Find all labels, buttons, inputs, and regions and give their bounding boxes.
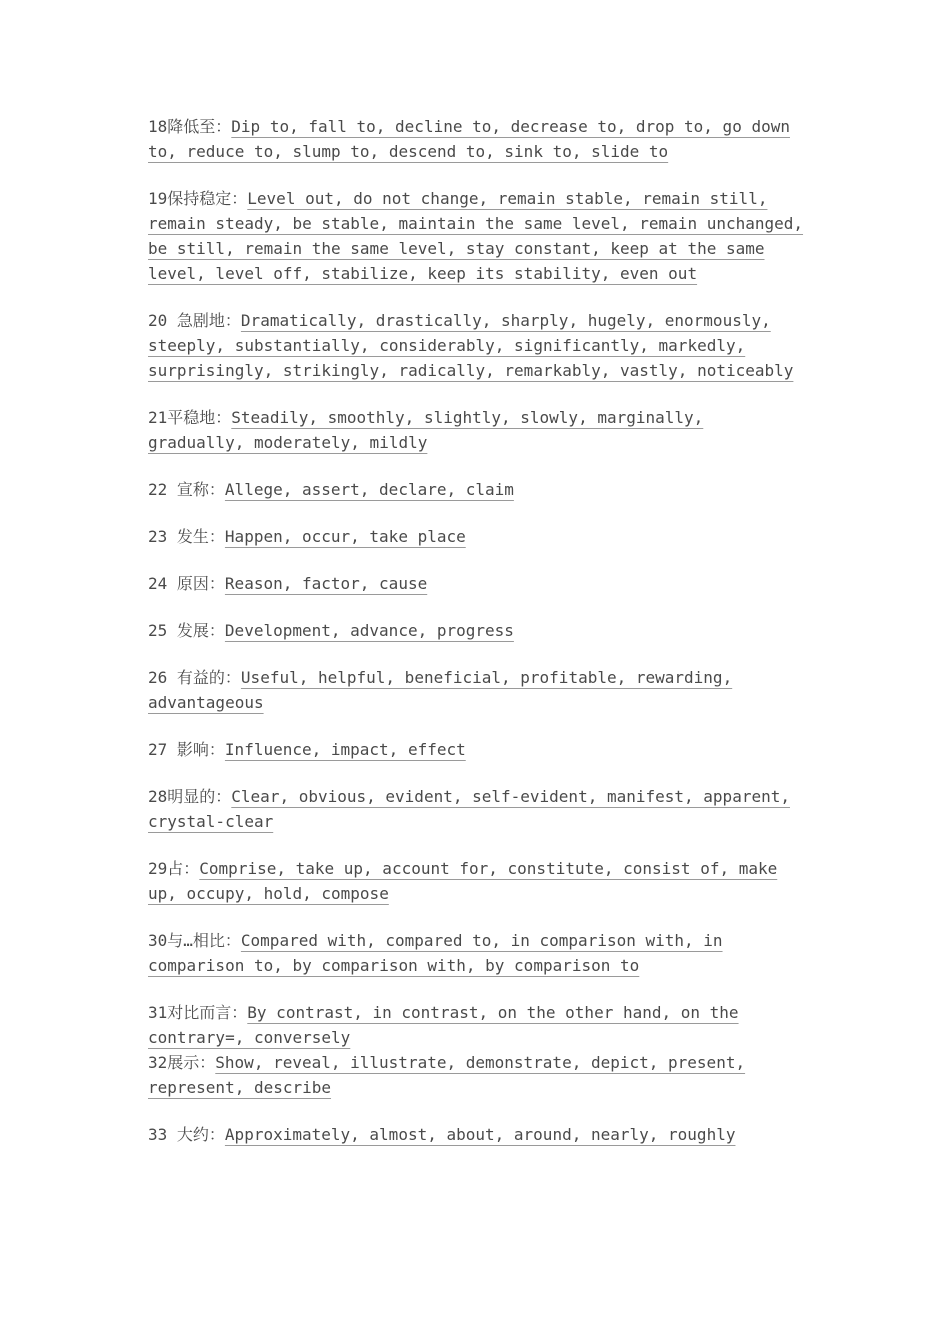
entry-heading: 展示： [167, 1053, 216, 1072]
entry-heading: 保持稳定： [167, 189, 248, 208]
entry-heading: 发展： [176, 621, 225, 640]
entry-synonyms: Development, advance, progress [224, 621, 514, 640]
entry-number: 20 [148, 311, 168, 330]
list-item [148, 618, 808, 643]
entry-number: 18 [148, 117, 168, 136]
entry-heading: 平稳地： [167, 408, 232, 427]
entry-number: 26 [148, 668, 168, 687]
entry-heading: 明显的： [167, 787, 232, 806]
entry-synonyms: Allege, assert, declare, claim [224, 480, 514, 499]
entry-synonyms: Happen, occur, take place [224, 527, 466, 546]
entry-number: 28 [148, 787, 168, 806]
list-item [148, 405, 808, 455]
list-item [148, 571, 808, 596]
list-item [148, 477, 808, 502]
entry-heading: 大约： [176, 1125, 225, 1144]
entry-synonyms: Steadily, smoothly, slightly, slowly, marginally, gradually, moderately, mildly [148, 408, 704, 452]
entry-heading: 降低至： [167, 117, 232, 136]
entry-number: 32 [148, 1053, 168, 1072]
entry-heading: 发生： [176, 527, 225, 546]
entry-synonyms: Approximately, almost, about, around, nearly, roughly [224, 1125, 736, 1144]
entry-synonyms: Useful, helpful, beneficial, profitable, rewarding, advantageous [148, 668, 733, 712]
entry-synonyms: Dip to, fall to, decline to, decrease to, drop to, go down to, reduce to, slump to, descend to, sink to, slide to [148, 117, 790, 161]
entry-synonyms: Clear, obvious, evident, self-evident, manifest, apparent, crystal-clear [148, 787, 790, 831]
entry-number: 21 [148, 408, 168, 427]
entry-heading: 占： [167, 859, 200, 878]
entry-number: 29 [148, 859, 168, 878]
list-item [148, 928, 808, 978]
list-item [148, 524, 808, 549]
entry-heading: 原因： [176, 574, 225, 593]
list-item [148, 856, 808, 906]
entry-heading: 急剧地： [176, 311, 241, 330]
vocabulary-list [148, 114, 808, 1169]
entry-heading: 宣称： [176, 480, 225, 499]
list-item [148, 308, 808, 383]
entry-heading: 对比而言： [167, 1003, 248, 1022]
entry-synonyms: Influence, impact, effect [224, 740, 466, 759]
entry-synonyms: Compared with, compared to, in comparison with, in comparison to, by comparison with, by comparison to [148, 931, 723, 975]
entry-number: 31 [148, 1003, 168, 1022]
entry-heading: 有益的： [176, 668, 241, 687]
entry-heading: 与…相比： [167, 931, 241, 950]
entry-synonyms: By contrast, in contrast, on the other hand, on the contrary=, conversely [148, 1003, 739, 1047]
entry-synonyms: Reason, factor, cause [224, 574, 428, 593]
list-item [148, 665, 808, 715]
entry-number: 22 [148, 480, 168, 499]
entry-synonyms: Comprise, take up, account for, constitute, consist of, make up, occupy, hold, compose [148, 859, 778, 903]
list-item [148, 1050, 808, 1100]
list-item [148, 737, 808, 762]
entry-number: 30 [148, 931, 168, 950]
list-item [148, 186, 808, 286]
entry-synonyms: Show, reveal, illustrate, demonstrate, depict, present, represent, describe [148, 1053, 746, 1097]
list-item [148, 1000, 808, 1050]
entry-number: 24 [148, 574, 168, 593]
entry-number: 19 [148, 189, 168, 208]
list-item [148, 114, 808, 164]
entry-heading: 影响： [176, 740, 225, 759]
entry-number: 33 [148, 1125, 168, 1144]
entry-synonyms: Level out, do not change, remain stable, remain still, remain steady, be stable, maintain the same level, remain unchanged, be still, remain the same level, stay constant, keep at the same level, level off, stabilize, keep its stability, even out [148, 189, 804, 283]
list-item [148, 1122, 808, 1147]
entry-number: 25 [148, 621, 168, 640]
entry-number: 27 [148, 740, 168, 759]
entry-synonyms: Dramatically, drastically, sharply, hugely, enormously, steeply, substantially, considerably, significantly, markedly, surprisingly, strikingly, radically, remarkably, vastly, noticeably [148, 311, 794, 380]
entry-number: 23 [148, 527, 168, 546]
list-item [148, 784, 808, 834]
